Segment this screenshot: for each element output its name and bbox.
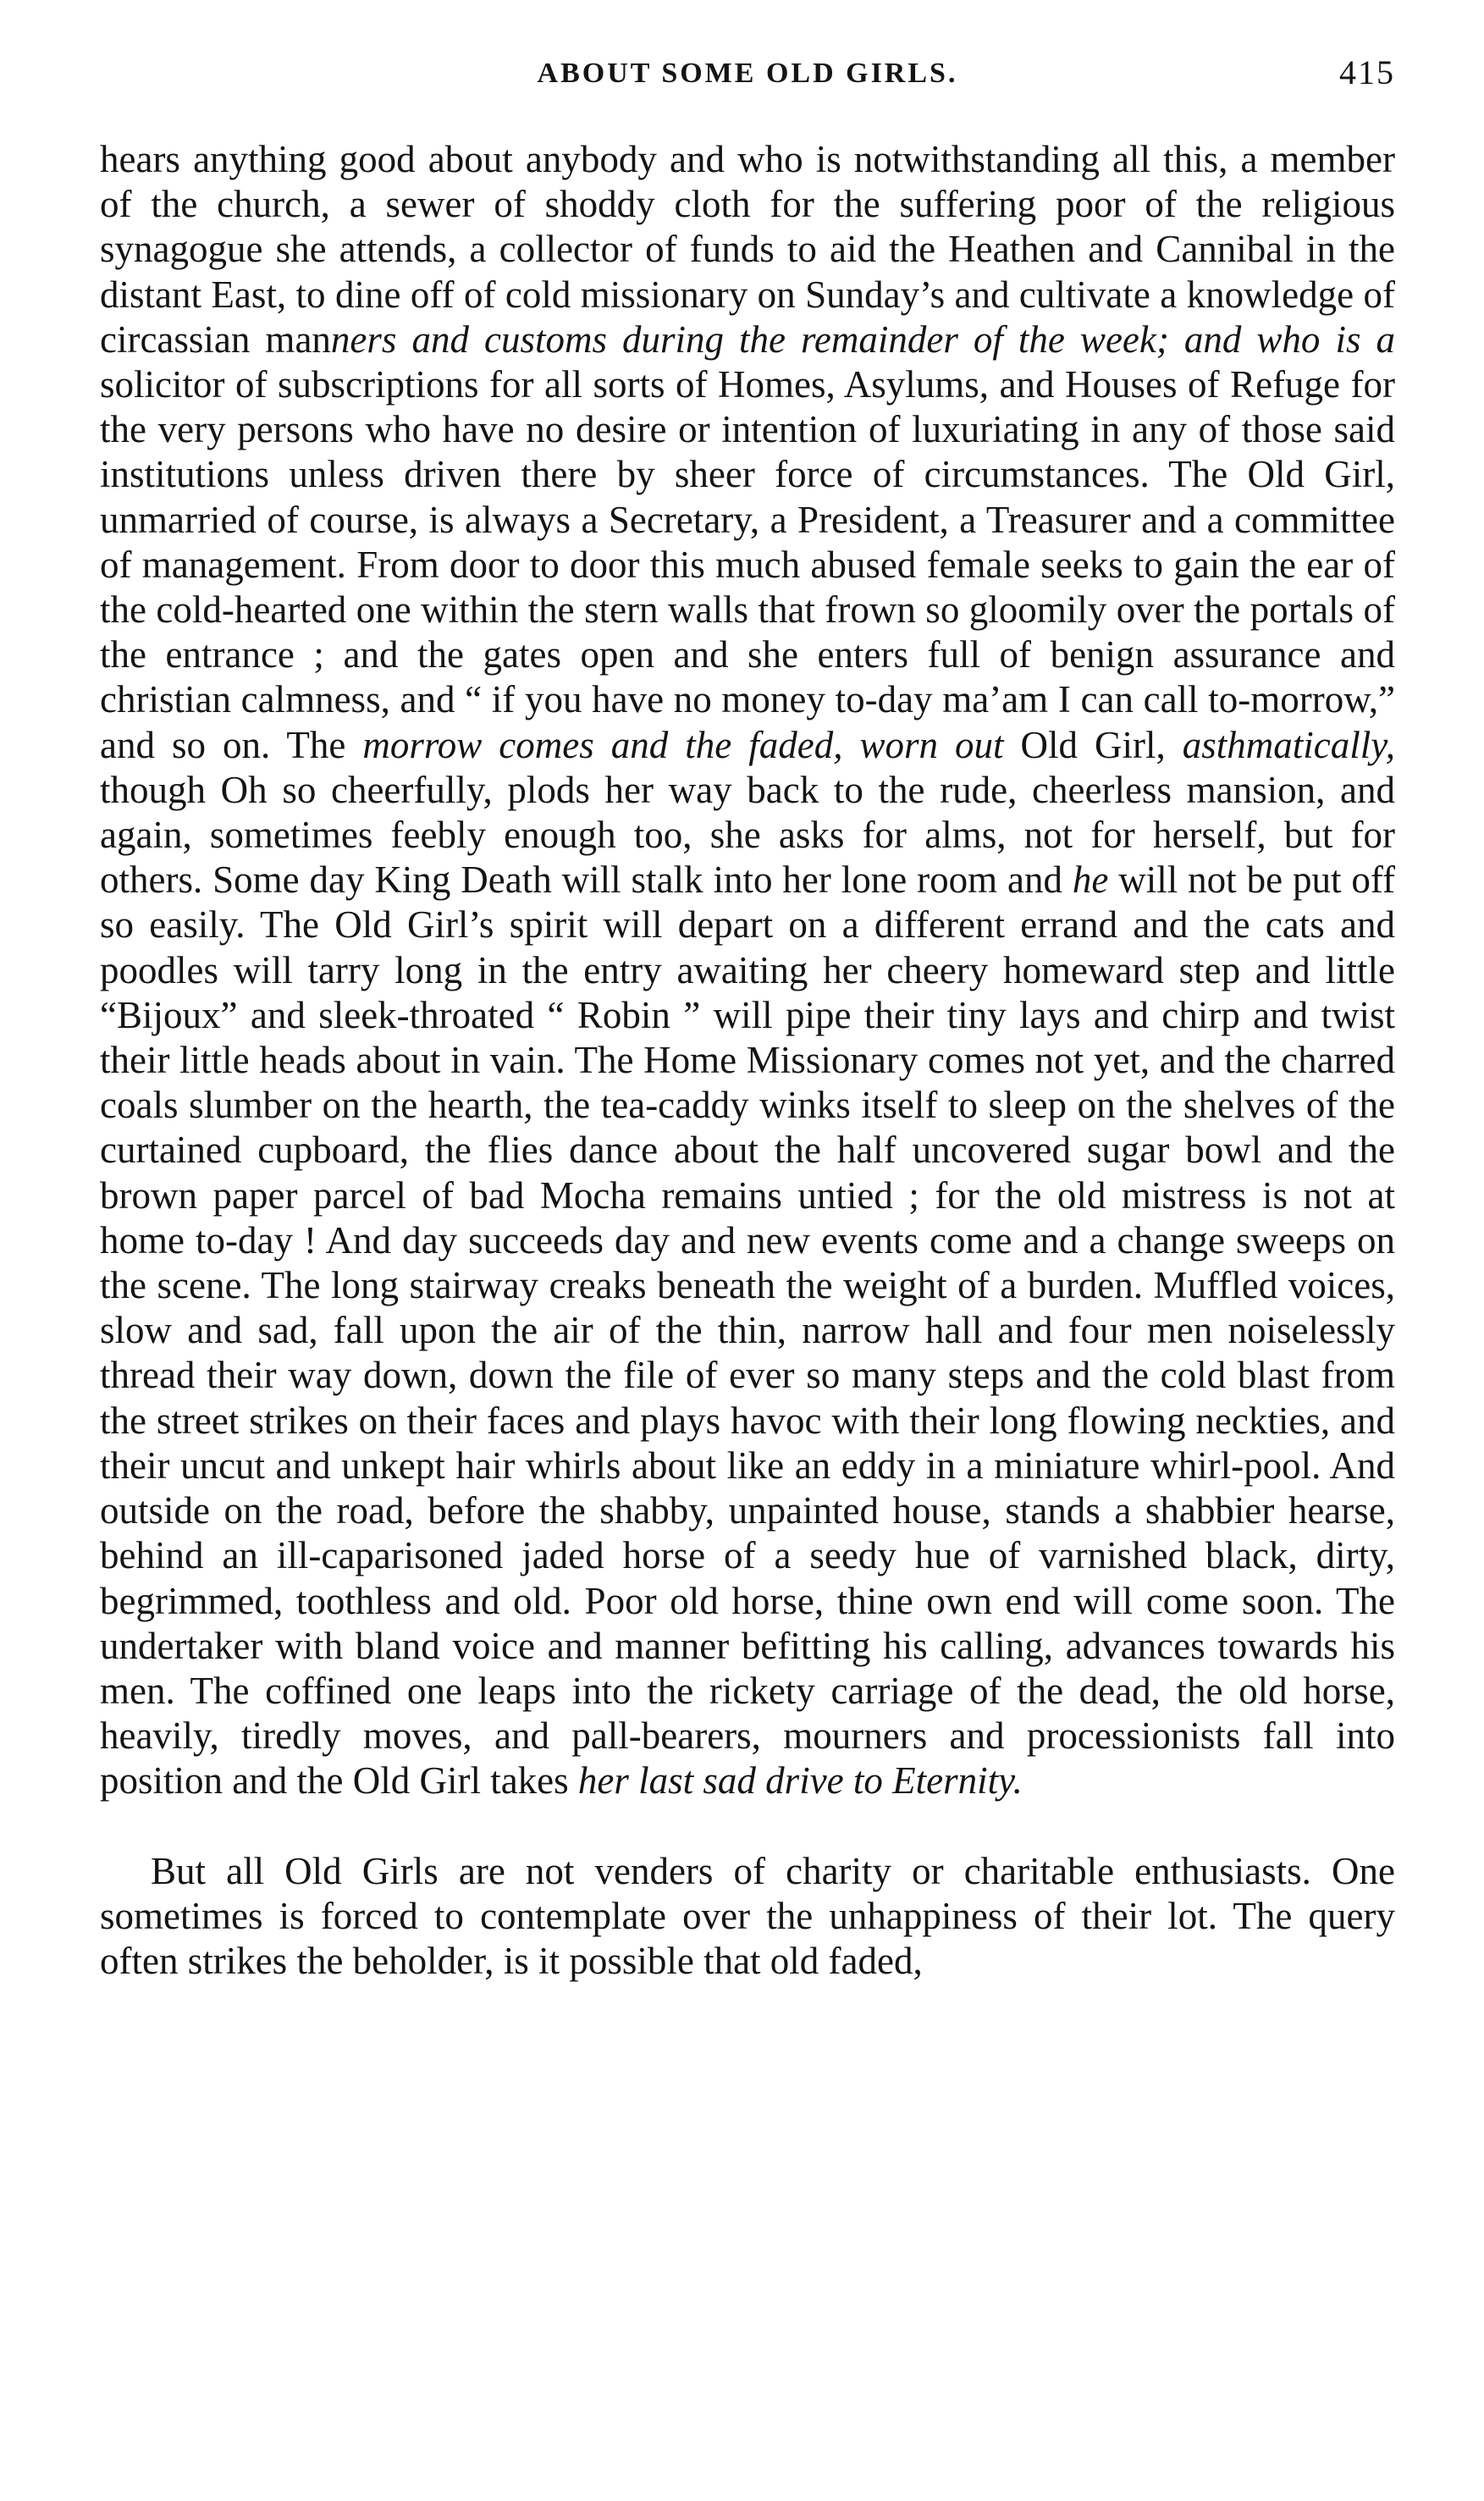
body-text	[100, 137, 1395, 1984]
italic-text-span: asthmatically,	[1182, 723, 1395, 766]
page-number: 415	[1339, 53, 1395, 91]
italic-text-span: ners and customs during the remainder of the week; and who is a	[330, 317, 1395, 361]
italic-text-span: he	[1072, 859, 1109, 902]
text-span: though Oh so cheerfully, plods her way back to the rude, cheerless mansion, and again, sometimes feebly enough too, she asks for alms, not for herself, but for others. Some day King Death will stalk into her lone room and	[100, 768, 1395, 902]
text-span: hears anything good about anybody and who is notwithstanding all this, a member of the church, a sewer of shoddy cloth for the suffering poor of the religious synagogue she attends, a collector of funds to aid the Heathen and Cannibal in the distant East, to dine off of cold missionary on Sunday’s and cultivate a knowledge of circassian man	[100, 138, 1395, 361]
running-head	[100, 52, 1395, 103]
italic-text-span: morrow comes and the faded, worn out	[362, 723, 1004, 766]
text-span: will not be put off so easily. The Old Girl’s spirit will depart on a different errand and the cats and poodles will tarry long in the entry awaiting her cheery homeward step and little “Bijoux” and sleek-throated “ Robin ” will pipe their tiny lays and chirp and twist their little heads about in vain. The Home Missionary comes not yet, and the charred coals slumber on the hearth, the tea-caddy winks itself to sleep on the shelves of the curtained cupboard, the flies dance about the half uncovered sugar bowl and the brown paper parcel of bad Mocha remains untied ; for the old mistress is not at home to-day ! And day succeeds day and new events come and a change sweeps on the scene. The long stairway creaks beneath the weight of a burden. Muffled voices, slow and sad, fall upon the air of the thin, narrow hall and four men noiselessly thread their way down, down the file of ever so many steps and the cold blast from the street strikes on their faces and plays havoc with their long flowing neckties, and their uncut and unkept hair whirls about like an eddy in a miniature whirl-pool. And outside on the road, before the shabby, unpainted house, stands a shabbier hearse, behind an ill-caparisoned jaded horse of a seedy hue of varnished black, dirty, begrimmed, toothless and old. Poor old horse, thine own end will come soon. The undertaker with bland voice and manner befitting his calling, advances towards his men. The coffined one leaps into the rickety carriage of the dead, the old horse, heavily, tiredly moves, and pall-bearers, mourners and processionists fall into position and the Old Girl takes	[100, 859, 1396, 1803]
paragraph	[100, 1849, 1395, 1985]
text-span: Old Girl,	[1003, 723, 1183, 766]
text-span: But all Old Girls are not venders of charity or charitable enthusiasts. One sometimes is forced to contemplate over the unhappiness of their lot. The query often strikes the beholder, is it possible that old faded,	[100, 1849, 1395, 1982]
italic-text-span: her last sad drive to Eternity.	[577, 1759, 1023, 1803]
paragraph	[100, 137, 1395, 1804]
running-title: ABOUT SOME OLD GIRLS.	[537, 58, 958, 89]
text-span: solicitor of subscriptions for all sorts of Homes, Asylums, and Houses of Refuge for the very persons who have no desire or intention of luxuriating in any of those said institutions unless driven there by sheer force of circumstances. The Old Girl, unmarried of course, is always a Secretary, a President, a Treasurer and a committee of management. From door to door this much abused female seeks to gain the ear of the cold-hearted one within the stern walls that frown so gloomily over the portals of the entrance ; and the gates open and she enters full of benign assurance and christian calmness, and “ if you have no money to-day ma’am I can call to-morrow,” and so on. The	[100, 363, 1395, 766]
